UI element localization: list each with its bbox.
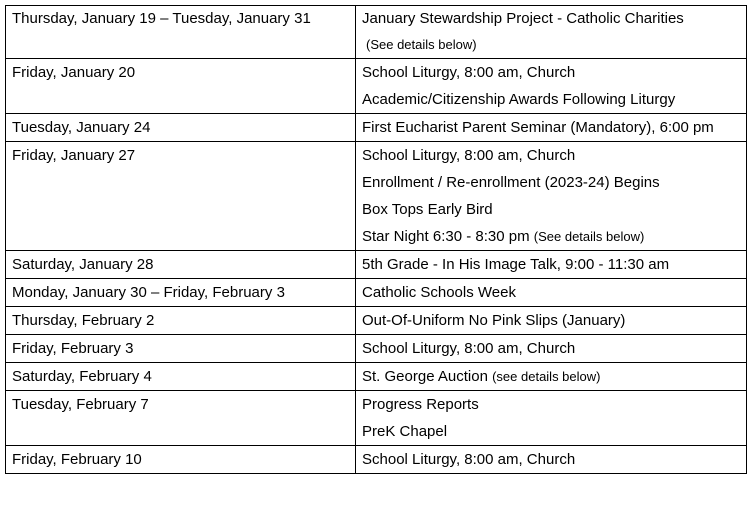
event-text: Enrollment / Re-enrollment (2023-24) Begins <box>362 174 660 191</box>
date-text: Friday, February 10 <box>12 451 142 468</box>
event-text: 5th Grade - In His Image Talk, 9:00 - 11:30 am <box>362 256 670 273</box>
date-text: Friday, January 27 <box>12 147 136 164</box>
event-note: (See details below) <box>533 229 645 244</box>
event-text: Academic/Citizenship Awards Following Liturgy <box>362 91 676 108</box>
event-text: Box Tops Early Bird <box>362 201 493 218</box>
table-row <box>6 6 747 59</box>
event-line <box>362 363 740 390</box>
date-cell <box>6 279 356 307</box>
event-text: Star Night 6:30 - 8:30 pm <box>362 228 530 245</box>
date-text: Tuesday, January 24 <box>12 119 151 136</box>
date-text: Friday, February 3 <box>12 340 134 357</box>
date-cell <box>6 6 356 59</box>
date-text: Saturday, January 28 <box>12 256 154 273</box>
event-cell <box>356 335 747 363</box>
date-cell <box>6 114 356 142</box>
date-text: Friday, January 20 <box>12 64 136 81</box>
event-text: School Liturgy, 8:00 am, Church <box>362 340 576 357</box>
event-note: (see details below) <box>492 369 601 384</box>
date-cell <box>6 251 356 279</box>
table-row <box>6 307 747 335</box>
event-cell <box>356 391 747 446</box>
date-text: Tuesday, February 7 <box>12 396 149 413</box>
event-text: School Liturgy, 8:00 am, Church <box>362 147 576 164</box>
event-line <box>362 32 740 58</box>
date-cell <box>6 446 356 474</box>
events-calendar-body <box>6 6 747 474</box>
event-cell <box>356 6 747 59</box>
event-text: Out-Of-Uniform No Pink Slips (January) <box>362 312 626 329</box>
table-row <box>6 391 747 446</box>
events-calendar-table <box>5 5 747 474</box>
table-row <box>6 142 747 251</box>
table-row <box>6 335 747 363</box>
event-text: First Eucharist Parent Seminar (Mandatory), 6:00 pm <box>362 119 714 136</box>
event-cell <box>356 307 747 335</box>
event-text: School Liturgy, 8:00 am, Church <box>362 451 576 468</box>
event-cell <box>356 142 747 251</box>
event-cell <box>356 251 747 279</box>
event-text: PreK Chapel <box>362 423 448 440</box>
date-cell <box>6 335 356 363</box>
table-row <box>6 114 747 142</box>
table-row <box>6 59 747 114</box>
date-text: Saturday, February 4 <box>12 368 152 385</box>
event-cell <box>356 279 747 307</box>
table-row <box>6 279 747 307</box>
event-note: (See details below) <box>366 37 477 52</box>
event-text: Progress Reports <box>362 396 479 413</box>
event-text: School Liturgy, 8:00 am, Church <box>362 64 576 81</box>
event-cell <box>356 114 747 142</box>
table-row <box>6 446 747 474</box>
date-cell <box>6 391 356 446</box>
table-row <box>6 251 747 279</box>
date-text: Thursday, February 2 <box>12 312 155 329</box>
date-text: Thursday, January 19 – Tuesday, January 31 <box>12 10 311 27</box>
table-row <box>6 363 747 391</box>
event-text: St. George Auction <box>362 368 488 385</box>
event-cell <box>356 59 747 114</box>
date-cell <box>6 307 356 335</box>
date-cell <box>6 363 356 391</box>
event-text: January Stewardship Project - Catholic Charities <box>362 10 684 27</box>
date-cell <box>6 142 356 251</box>
date-text: Monday, January 30 – Friday, February 3 <box>12 284 285 301</box>
date-cell <box>6 59 356 114</box>
event-cell <box>356 446 747 474</box>
event-line <box>362 223 740 250</box>
event-cell <box>356 363 747 391</box>
event-text: Catholic Schools Week <box>362 284 516 301</box>
